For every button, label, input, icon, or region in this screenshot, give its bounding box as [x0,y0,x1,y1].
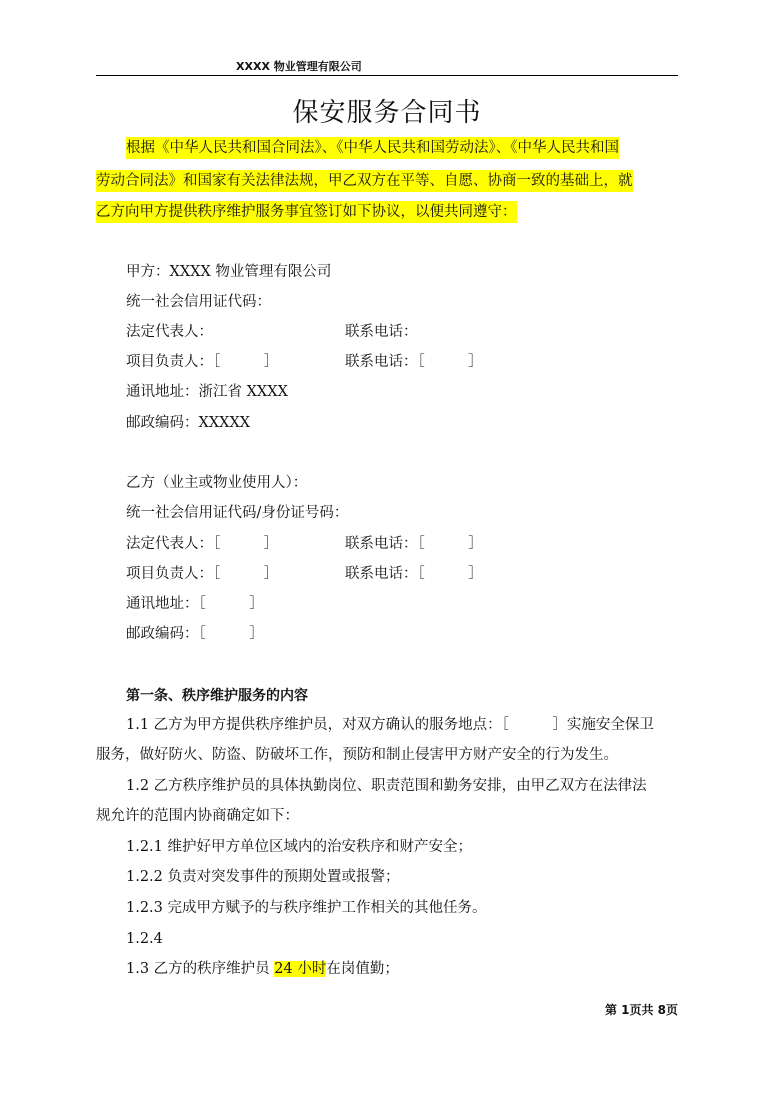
party-a-address: 通讯地址：浙江省 XXXX [126,384,288,400]
party-a-legal-rep-phone: 联系电话： [345,324,418,340]
party-b-name: 乙方（业主或物业使用人）： [126,475,308,491]
party-b-address: 通讯地址：［ ］ [126,596,264,612]
party-b-project-lead-phone: 联系电话：［ ］ [345,566,483,582]
clause-1-3-highlight: 24 小时 [274,961,327,977]
intro-line-2: 劳动合同法》和国家有关法律法规，甲乙双方在平等、自愿、协商一致的基础上，就 [96,171,633,191]
page-footer: 第 1页共 8页 [604,1003,678,1017]
party-b-project-lead: 项目负责人：［ ］ [126,566,279,582]
article-1-heading: 第一条、秩序维护服务的内容 [126,688,308,704]
clause-1-2-3: 1.2.3 完成甲方赋予的与秩序维护工作相关的其他任务。 [126,900,487,916]
party-a-credit-code: 统一社会信用证代码： [126,294,271,310]
clause-1-2-2: 1.2.2 负责对突发事件的预期处置或报警； [126,869,400,885]
header-rule [96,75,678,76]
party-a-project-lead-phone: 联系电话：［ ］ [345,354,483,370]
clause-1-2-line-2: 规允许的范围内协商确定如下： [96,808,299,824]
clause-1-2-4: 1.2.4 [126,931,163,947]
party-b-credit-code: 统一社会信用证代码/身份证号码： [126,505,349,521]
intro-line-1: 根据《中华人民共和国合同法》、《中华人民共和国劳动法》、《中华人民共和国 [126,138,619,158]
clause-1-3: 1.3 乙方的秩序维护员 24 小时在岗值勤； [126,961,399,977]
party-b-legal-rep: 法定代表人：［ ］ [126,536,279,552]
header-company: XXXX 物业管理有限公司 [236,60,362,73]
clause-1-2-line-1: 1.2 乙方秩序维护员的具体执勤岗位、职责范围和勤务安排，由甲乙双方在法律法 [126,778,647,794]
party-a-legal-rep: 法定代表人： [126,324,213,340]
party-a-name: 甲方：XXXX 物业管理有限公司 [126,264,332,280]
party-b-legal-rep-phone: 联系电话：［ ］ [345,536,483,552]
document-title: 保安服务合同书 [292,98,482,128]
intro-line-3: 乙方向甲方提供秩序维护服务事宜签订如下协议，以便共同遵守： [96,202,517,222]
clause-1-1-line-2: 服务，做好防火、防盗、防破坏工作，预防和制止侵害甲方财产安全的行为发生。 [96,747,618,763]
party-a-postcode: 邮政编码：XXXXX [126,415,251,431]
party-b-postcode: 邮政编码：［ ］ [126,626,264,642]
clause-1-1-line-1: 1.1 乙方为甲方提供秩序维护员，对双方确认的服务地点：［ ］实施安全保卫 [126,717,654,733]
party-a-project-lead: 项目负责人：［ ］ [126,354,279,370]
clause-1-2-1: 1.2.1 维护好甲方单位区域内的治安秩序和财产安全； [126,839,473,855]
